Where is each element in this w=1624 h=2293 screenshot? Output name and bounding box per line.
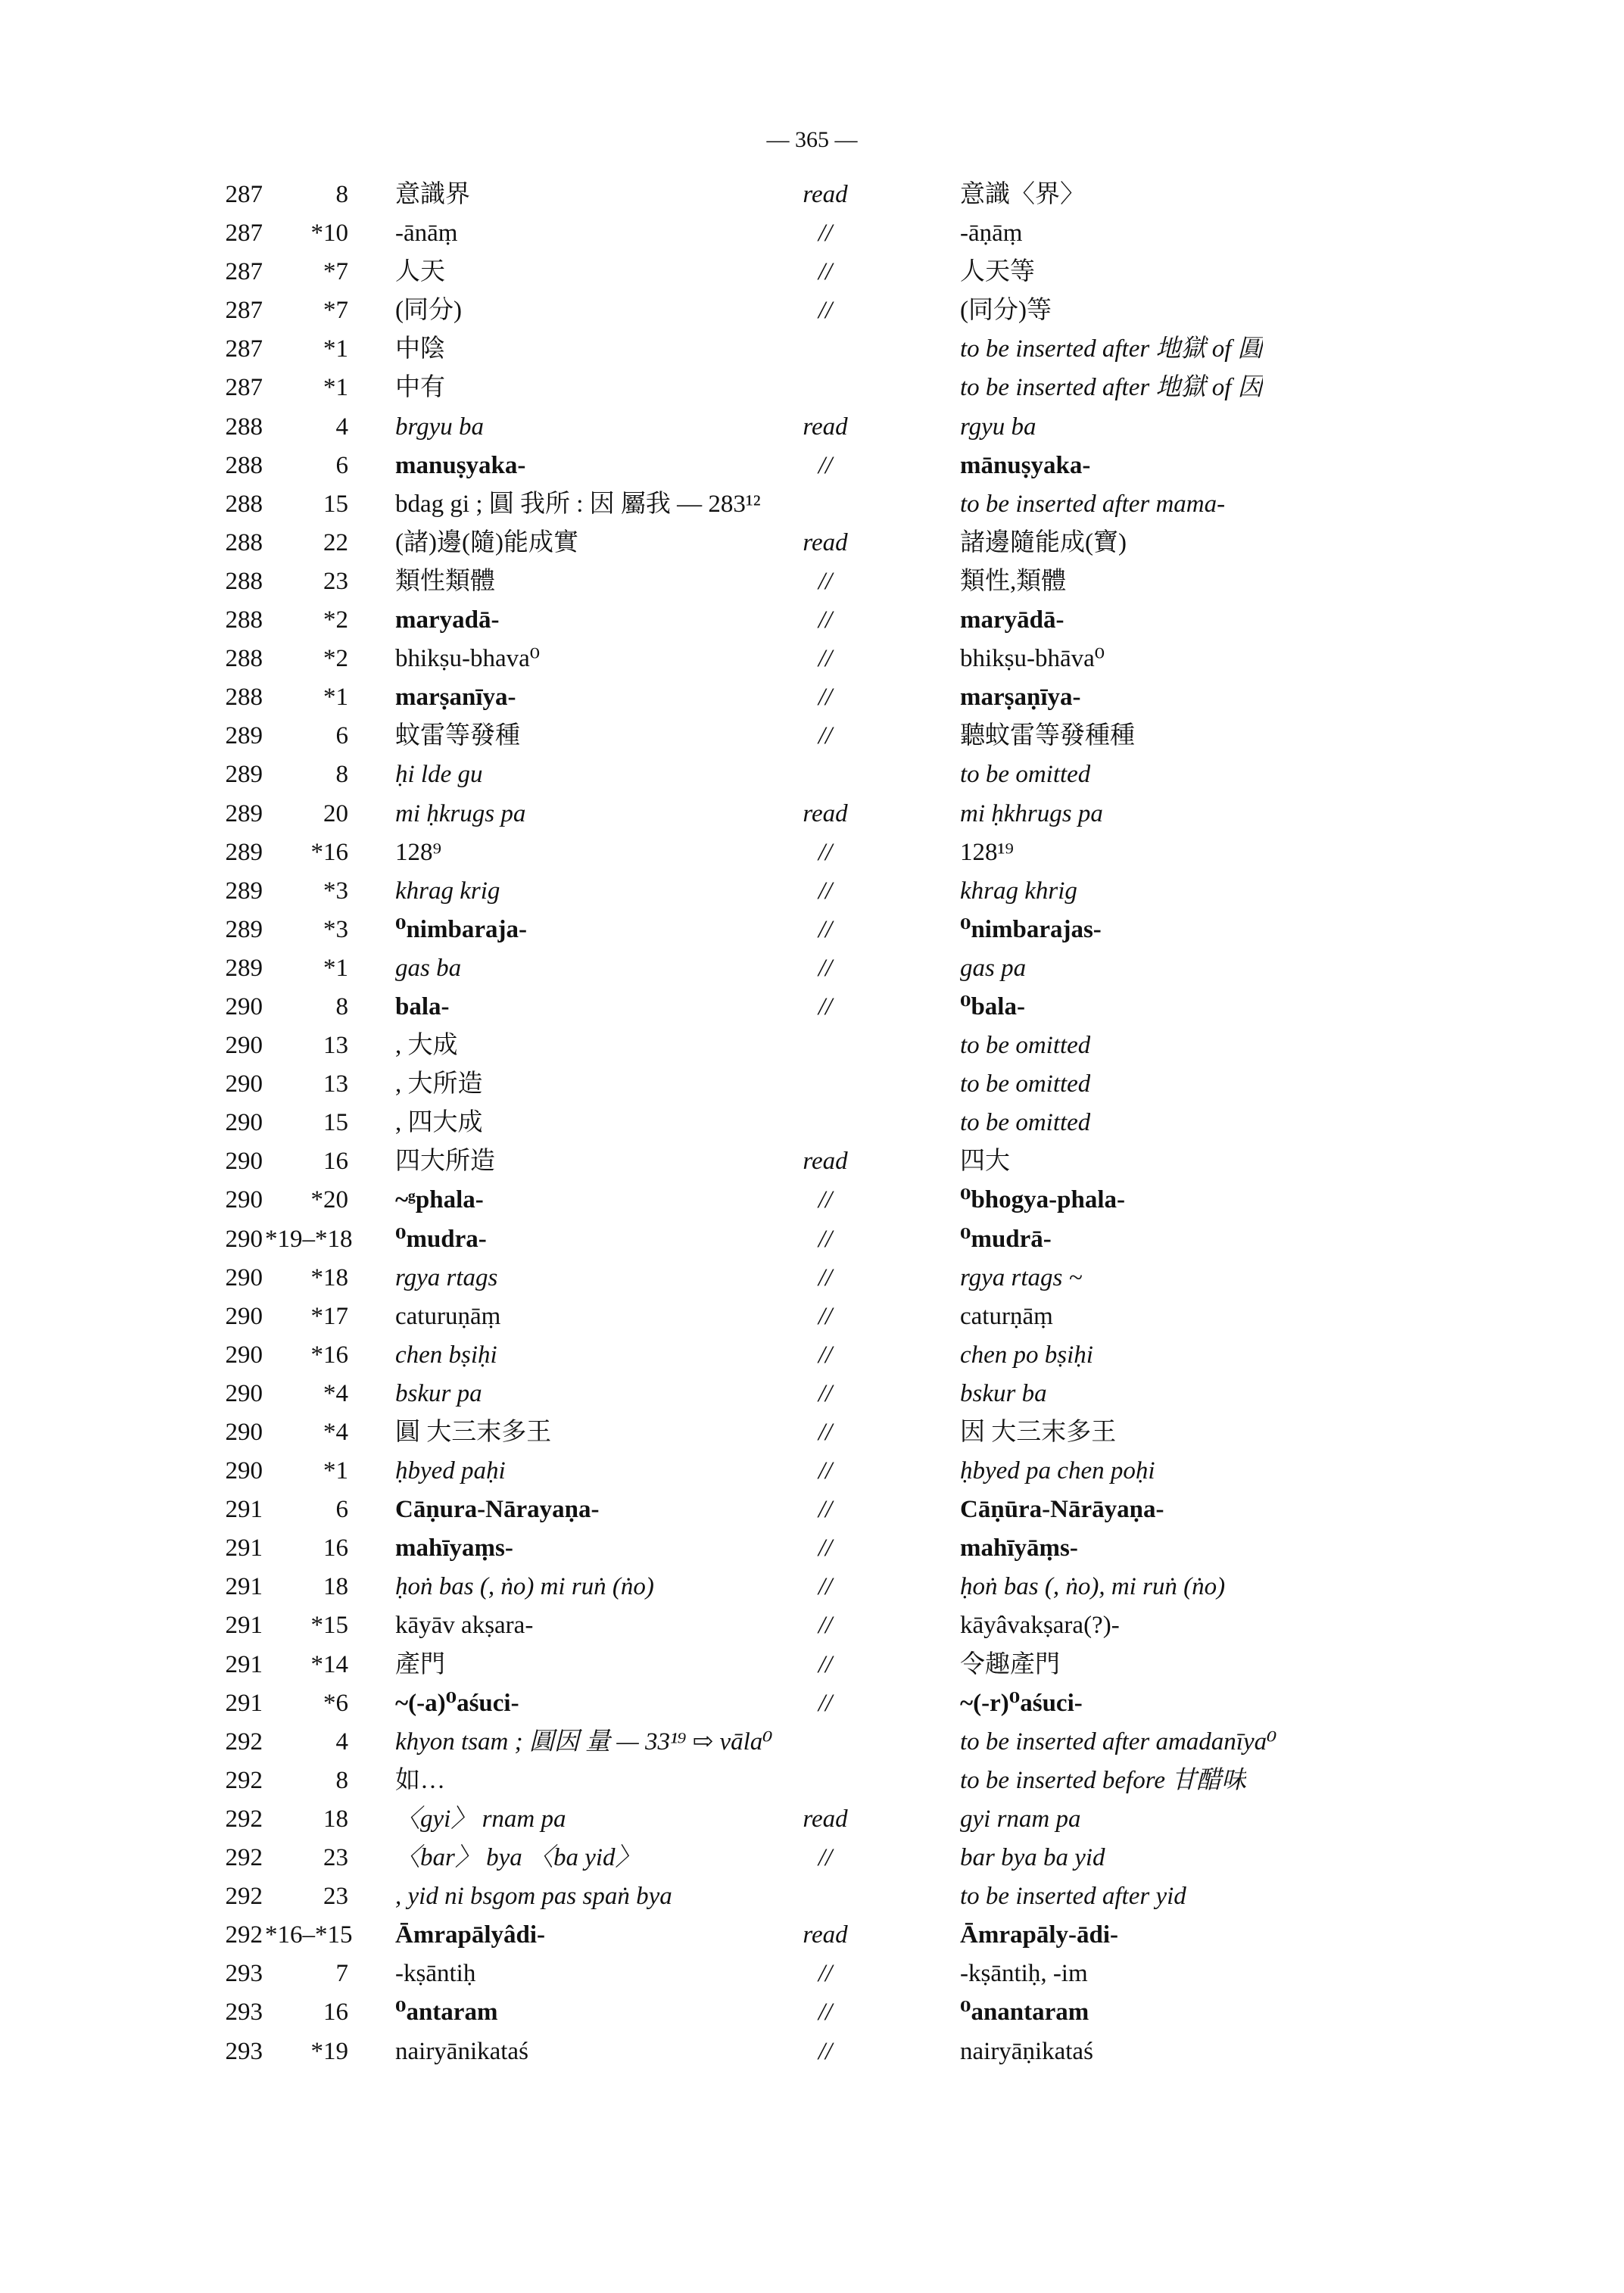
- errata-row: [0, 253, 1624, 291]
- errata-row: [0, 1142, 1624, 1181]
- line-ref: 22: [323, 528, 348, 556]
- correction-mark: //: [818, 1419, 833, 1446]
- line-ref: *16: [310, 838, 348, 866]
- original-text: , 四大成: [395, 1109, 483, 1137]
- errata-row: [0, 1646, 1624, 1684]
- errata-row: [0, 330, 1624, 369]
- original-text: gas ba: [395, 954, 462, 982]
- line-ref: *3: [323, 915, 348, 943]
- errata-row: [0, 1027, 1624, 1065]
- page-ref: 290: [225, 992, 263, 1020]
- correction-mark: //: [818, 992, 833, 1020]
- correction-mark: read: [803, 528, 848, 556]
- page-ref: 288: [225, 490, 263, 518]
- correction-mark: //: [818, 1457, 833, 1485]
- line-ref: *1: [323, 954, 348, 982]
- original-text: ḥbyed paḥi: [395, 1457, 506, 1485]
- page-ref: 293: [225, 1999, 263, 2027]
- page-ref: 287: [225, 335, 263, 363]
- corrected-text: caturṇāṃ: [960, 1302, 1053, 1330]
- errata-row: [0, 1993, 1624, 2032]
- original-text: (同分): [395, 297, 462, 325]
- errata-row: [0, 369, 1624, 407]
- errata-row: [0, 1723, 1624, 1762]
- original-text: Cāṇura-Nārayaṇa-: [395, 1496, 600, 1524]
- correction-mark: //: [818, 297, 833, 325]
- errata-row: [0, 949, 1624, 988]
- original-text: 中陰: [395, 335, 445, 363]
- page-ref: 291: [225, 1612, 263, 1640]
- corrected-text: mi ḥkhrugs pa: [960, 799, 1103, 827]
- corrected-text: gyi rnam pa: [960, 1805, 1081, 1833]
- original-text: nairyānikataś: [395, 2037, 528, 2065]
- line-ref: *17: [310, 1302, 348, 1330]
- page-ref: 289: [225, 915, 263, 943]
- errata-row: [0, 1916, 1624, 1955]
- page-ref: 290: [225, 1032, 263, 1060]
- original-text: 〈bar〉 bya 〈ba yid〉: [395, 1844, 641, 1872]
- corrected-text: 意識〈界〉: [960, 181, 1085, 208]
- line-ref: 18: [323, 1573, 348, 1601]
- line-ref: *15: [310, 1612, 348, 1640]
- corrected-text: 聽蚊雷等發種種: [960, 722, 1135, 750]
- page-ref: 288: [225, 606, 263, 634]
- line-ref: 8: [335, 181, 348, 208]
- corrected-text: ~(-r)⁰aśuci-: [960, 1689, 1083, 1717]
- page-ref: 287: [225, 220, 263, 248]
- page-ref: 292: [225, 1883, 263, 1911]
- corrected-text: 令趣產門: [960, 1650, 1060, 1678]
- line-ref: *10: [310, 220, 348, 248]
- corrected-text: ⁰nimbarajas-: [960, 915, 1102, 943]
- corrected-text: 人天等: [960, 258, 1035, 286]
- page-ref: 289: [225, 722, 263, 750]
- original-text: 產門: [395, 1650, 445, 1678]
- line-ref: *19: [310, 2037, 348, 2065]
- page-ref: 291: [225, 1689, 263, 1717]
- corrected-text: marṣaṇīya-: [960, 684, 1081, 712]
- corrected-text: to be inserted after mama-: [960, 490, 1226, 518]
- corrected-text: kāyâvakṣara(?)-: [960, 1612, 1120, 1640]
- errata-row: [0, 214, 1624, 253]
- original-text: bala-: [395, 992, 450, 1020]
- original-text: ḥi lde gu: [395, 761, 483, 789]
- page-ref: 291: [225, 1496, 263, 1524]
- line-ref: 8: [335, 992, 348, 1020]
- line-ref: *16–*15: [265, 1921, 353, 1949]
- corrected-text: to be omitted: [960, 1109, 1091, 1137]
- page-ref: 287: [225, 374, 263, 402]
- original-text: ~ᵍphala-: [395, 1186, 484, 1214]
- errata-row: [0, 1104, 1624, 1142]
- corrected-text: ⁰anantaram: [960, 1999, 1089, 2027]
- line-ref: *7: [323, 297, 348, 325]
- line-ref: 15: [323, 1109, 348, 1137]
- line-ref: *2: [323, 606, 348, 634]
- line-ref: *4: [323, 1379, 348, 1407]
- line-ref: 15: [323, 490, 348, 518]
- errata-row: [0, 678, 1624, 717]
- line-ref: *1: [323, 374, 348, 402]
- page-ref: 287: [225, 258, 263, 286]
- errata-row: [0, 988, 1624, 1027]
- errata-row: [0, 485, 1624, 524]
- correction-mark: //: [818, 1225, 833, 1253]
- correction-mark: //: [818, 451, 833, 479]
- errata-row: [0, 524, 1624, 562]
- correction-mark: read: [803, 799, 848, 827]
- original-text: 圓 大三末多王: [395, 1419, 552, 1446]
- line-ref: 20: [323, 799, 348, 827]
- original-text: mi ḥkrugs pa: [395, 799, 526, 827]
- original-text: khrag krig: [395, 877, 500, 905]
- errata-row: [0, 911, 1624, 949]
- corrected-text: to be inserted after 地獄 of 圓: [960, 335, 1263, 363]
- page-ref: 290: [225, 1379, 263, 1407]
- page-ref: 289: [225, 838, 263, 866]
- original-text: bskur pa: [395, 1379, 482, 1407]
- correction-mark: //: [818, 1534, 833, 1562]
- correction-mark: //: [818, 722, 833, 750]
- page-ref: 290: [225, 1225, 263, 1253]
- errata-row: [0, 1413, 1624, 1452]
- correction-mark: //: [818, 684, 833, 712]
- errata-row: [0, 1220, 1624, 1259]
- correction-mark: read: [803, 1805, 848, 1833]
- corrected-text: to be inserted after amadanīya⁰: [960, 1728, 1277, 1756]
- line-ref: *18: [310, 1263, 348, 1291]
- page-ref: 293: [225, 2037, 263, 2065]
- original-text: 蚊雷等發種: [395, 722, 520, 750]
- original-text: , 大成: [395, 1032, 458, 1060]
- errata-row: [0, 1684, 1624, 1723]
- errata-row: [0, 1955, 1624, 1993]
- original-text: maryadā-: [395, 606, 500, 634]
- page-ref: 287: [225, 297, 263, 325]
- page-ref: 293: [225, 1960, 263, 1988]
- page-ref: 290: [225, 1419, 263, 1446]
- correction-mark: //: [818, 1612, 833, 1640]
- original-text: chen bṣiḥi: [395, 1341, 497, 1369]
- errata-row: [0, 2033, 1624, 2071]
- corrected-text: 128¹⁹: [960, 838, 1014, 866]
- corrected-text: nairyāṇikataś: [960, 2037, 1093, 2065]
- original-text: 類性類體: [395, 567, 495, 595]
- original-text: 128⁹: [395, 838, 442, 866]
- line-ref: *3: [323, 877, 348, 905]
- page-ref: 289: [225, 877, 263, 905]
- original-text: ~(-a)⁰aśuci-: [395, 1689, 519, 1717]
- line-ref: 4: [335, 413, 348, 441]
- corrected-text: to be inserted after 地獄 of 因: [960, 374, 1263, 402]
- original-text: manuṣyaka-: [395, 451, 526, 479]
- corrected-text: ⁰mudrā-: [960, 1225, 1052, 1253]
- errata-row: [0, 1065, 1624, 1104]
- corrected-text: -āṇāṃ: [960, 220, 1023, 248]
- line-ref: 7: [335, 1960, 348, 1988]
- errata-row: [0, 562, 1624, 601]
- line-ref: 6: [335, 451, 348, 479]
- original-text: khyon tsam ; 圓因 量 — 33¹⁹ ⇨ vāla⁰: [395, 1728, 773, 1756]
- errata-row: [0, 756, 1624, 794]
- corrected-text: rgyu ba: [960, 413, 1036, 441]
- corrected-text: 因 大三末多王: [960, 1419, 1117, 1446]
- errata-row: [0, 1877, 1624, 1916]
- line-ref: 4: [335, 1728, 348, 1756]
- corrected-text: ⁰bhogya-phala-: [960, 1186, 1126, 1214]
- line-ref: *1: [323, 1457, 348, 1485]
- original-text: -kṣāntiḥ: [395, 1960, 476, 1988]
- correction-mark: //: [818, 1186, 833, 1214]
- page-ref: 289: [225, 761, 263, 789]
- original-text: Āmrapālyâdi-: [395, 1921, 545, 1949]
- corrected-text: (同分)等: [960, 297, 1052, 325]
- original-text: brgyu ba: [395, 413, 485, 441]
- corrected-text: maryādā-: [960, 606, 1064, 634]
- page-ref: 291: [225, 1573, 263, 1601]
- page-ref: 288: [225, 567, 263, 595]
- line-ref: 13: [323, 1070, 348, 1098]
- line-ref: *20: [310, 1186, 348, 1214]
- corrected-text: khrag khrig: [960, 877, 1077, 905]
- corrected-text: Cāṇūra-Nārāyaṇa-: [960, 1496, 1164, 1524]
- errata-row: [0, 601, 1624, 640]
- line-ref: 8: [335, 1766, 348, 1794]
- corrected-text: to be inserted before 甘醋味: [960, 1766, 1247, 1794]
- corrected-text: 類性,類體: [960, 567, 1067, 595]
- original-text: ⁰antaram: [395, 1999, 498, 2027]
- original-text: 四大所造: [395, 1148, 495, 1176]
- correction-mark: read: [803, 1148, 848, 1176]
- correction-mark: read: [803, 413, 848, 441]
- correction-mark: //: [818, 1844, 833, 1872]
- corrected-text: ḥbyed pa chen poḥi: [960, 1457, 1155, 1485]
- line-ref: *16: [310, 1341, 348, 1369]
- line-ref: 23: [323, 1844, 348, 1872]
- page-ref: 291: [225, 1650, 263, 1678]
- errata-row: [0, 176, 1624, 214]
- page-ref: 290: [225, 1186, 263, 1214]
- line-ref: *1: [323, 684, 348, 712]
- correction-mark: //: [818, 1263, 833, 1291]
- errata-row: [0, 1259, 1624, 1298]
- errata-row: [0, 795, 1624, 833]
- corrected-text: to be inserted after yid: [960, 1883, 1186, 1911]
- page-ref: 288: [225, 451, 263, 479]
- line-ref: *2: [323, 645, 348, 673]
- errata-row: [0, 1568, 1624, 1606]
- page-ref: 290: [225, 1070, 263, 1098]
- original-text: rgya rtags: [395, 1263, 498, 1291]
- page-ref: 290: [225, 1457, 263, 1485]
- page-ref: 287: [225, 181, 263, 208]
- errata-row: [0, 833, 1624, 872]
- original-text: (諸)邊(隨)能成實: [395, 528, 578, 556]
- original-text: , 大所造: [395, 1070, 483, 1098]
- line-ref: 6: [335, 1496, 348, 1524]
- errata-row: [0, 1839, 1624, 1877]
- page-ref: 288: [225, 413, 263, 441]
- correction-mark: //: [818, 606, 833, 634]
- page-ref: 290: [225, 1148, 263, 1176]
- line-ref: 23: [323, 1883, 348, 1911]
- correction-mark: //: [818, 2037, 833, 2065]
- original-text: mahīyaṃs-: [395, 1534, 513, 1562]
- correction-mark: //: [818, 1496, 833, 1524]
- page-ref: 292: [225, 1805, 263, 1833]
- line-ref: 13: [323, 1032, 348, 1060]
- errata-row: [0, 1298, 1624, 1336]
- line-ref: 18: [323, 1805, 348, 1833]
- correction-mark: //: [818, 1573, 833, 1601]
- line-ref: *1: [323, 335, 348, 363]
- page-ref: 292: [225, 1844, 263, 1872]
- errata-row: [0, 1800, 1624, 1839]
- original-text: , yid ni bsgom pas spaṅ bya: [395, 1883, 672, 1911]
- correction-mark: //: [818, 645, 833, 673]
- errata-row: [0, 1762, 1624, 1800]
- correction-mark: //: [818, 1999, 833, 2027]
- corrected-text: ⁰bala-: [960, 992, 1025, 1020]
- original-text: ⁰mudra-: [395, 1225, 487, 1253]
- corrected-text: gas pa: [960, 954, 1027, 982]
- line-ref: *6: [323, 1689, 348, 1717]
- errata-row: [0, 872, 1624, 911]
- line-ref: 16: [323, 1534, 348, 1562]
- page-ref: 290: [225, 1109, 263, 1137]
- errata-row: [0, 1181, 1624, 1220]
- corrected-text: bhikṣu-bhāva⁰: [960, 645, 1105, 673]
- original-text: 中有: [395, 374, 445, 402]
- correction-mark: //: [818, 1650, 833, 1678]
- page-ref: 288: [225, 684, 263, 712]
- original-text: 如…: [395, 1766, 445, 1794]
- correction-mark: read: [803, 1921, 848, 1949]
- page-ref: 289: [225, 954, 263, 982]
- errata-row: [0, 1491, 1624, 1529]
- original-text: marṣanīya-: [395, 684, 516, 712]
- original-text: kāyāv akṣara-: [395, 1612, 534, 1640]
- line-ref: 16: [323, 1148, 348, 1176]
- corrected-text: to be omitted: [960, 1032, 1091, 1060]
- correction-mark: //: [818, 1689, 833, 1717]
- corrected-text: ḥoṅ bas (, ṅo), mi ruṅ (ṅo): [960, 1573, 1226, 1601]
- page-ref: 291: [225, 1534, 263, 1562]
- correction-mark: //: [818, 1960, 833, 1988]
- page-ref: 292: [225, 1766, 263, 1794]
- corrected-text: to be omitted: [960, 761, 1091, 789]
- errata-row: [0, 1452, 1624, 1491]
- corrected-text: 四大: [960, 1148, 1010, 1176]
- errata-row: [0, 717, 1624, 756]
- correction-mark: //: [818, 877, 833, 905]
- corrected-text: mānuṣyaka-: [960, 451, 1091, 479]
- page-ref: 288: [225, 528, 263, 556]
- line-ref: 8: [335, 761, 348, 789]
- corrected-text: to be omitted: [960, 1070, 1091, 1098]
- page-ref: 290: [225, 1341, 263, 1369]
- page-ref: 290: [225, 1302, 263, 1330]
- original-text: ⁰nimbaraja-: [395, 915, 527, 943]
- errata-row: [0, 447, 1624, 485]
- corrected-text: rgya rtags ~: [960, 1263, 1083, 1291]
- correction-mark: //: [818, 1302, 833, 1330]
- line-ref: *7: [323, 258, 348, 286]
- original-text: bhikṣu-bhava⁰: [395, 645, 541, 673]
- page-ref: 290: [225, 1263, 263, 1291]
- line-ref: *19–*18: [265, 1225, 353, 1253]
- corrected-text: mahīyāṃs-: [960, 1534, 1078, 1562]
- original-text: 人天: [395, 258, 445, 286]
- page-ref: 289: [225, 799, 263, 827]
- errata-table: [0, 176, 1624, 2071]
- correction-mark: read: [803, 181, 848, 208]
- original-text: caturuṇāṃ: [395, 1302, 501, 1330]
- page-ref: 288: [225, 645, 263, 673]
- page-ref: 292: [225, 1728, 263, 1756]
- corrected-text: Āmrapāly-ādi-: [960, 1921, 1118, 1949]
- corrected-text: chen po bṣiḥi: [960, 1341, 1093, 1369]
- correction-mark: //: [818, 1341, 833, 1369]
- line-ref: *14: [310, 1650, 348, 1678]
- correction-mark: //: [818, 954, 833, 982]
- errata-row: [0, 291, 1624, 330]
- page-ref: 292: [225, 1921, 263, 1949]
- errata-row: [0, 1336, 1624, 1375]
- errata-row: [0, 640, 1624, 678]
- line-ref: 6: [335, 722, 348, 750]
- errata-row: [0, 408, 1624, 447]
- corrected-text: -kṣāntiḥ, -im: [960, 1960, 1088, 1988]
- corrected-text: bar bya ba yid: [960, 1844, 1105, 1872]
- line-ref: 23: [323, 567, 348, 595]
- correction-mark: //: [818, 1379, 833, 1407]
- correction-mark: //: [818, 567, 833, 595]
- original-text: ḥoṅ bas (, ṅo) mi ruṅ (ṅo): [395, 1573, 654, 1601]
- correction-mark: //: [818, 838, 833, 866]
- errata-row: [0, 1375, 1624, 1413]
- page-number: — 365 —: [766, 127, 858, 152]
- original-text: -ānāṃ: [395, 220, 458, 248]
- correction-mark: //: [818, 258, 833, 286]
- original-text: 〈gyi〉 rnam pa: [395, 1805, 566, 1833]
- line-ref: 16: [323, 1999, 348, 2027]
- original-text: 意識界: [395, 181, 470, 208]
- line-ref: *4: [323, 1419, 348, 1446]
- corrected-text: 諸邊隨能成(寶): [960, 528, 1127, 556]
- corrected-text: bskur ba: [960, 1379, 1047, 1407]
- original-text: bdag gi ; 圓 我所 : 因 屬我 — 283¹²: [395, 490, 761, 518]
- correction-mark: //: [818, 220, 833, 248]
- errata-row: [0, 1606, 1624, 1645]
- correction-mark: //: [818, 915, 833, 943]
- errata-row: [0, 1529, 1624, 1568]
